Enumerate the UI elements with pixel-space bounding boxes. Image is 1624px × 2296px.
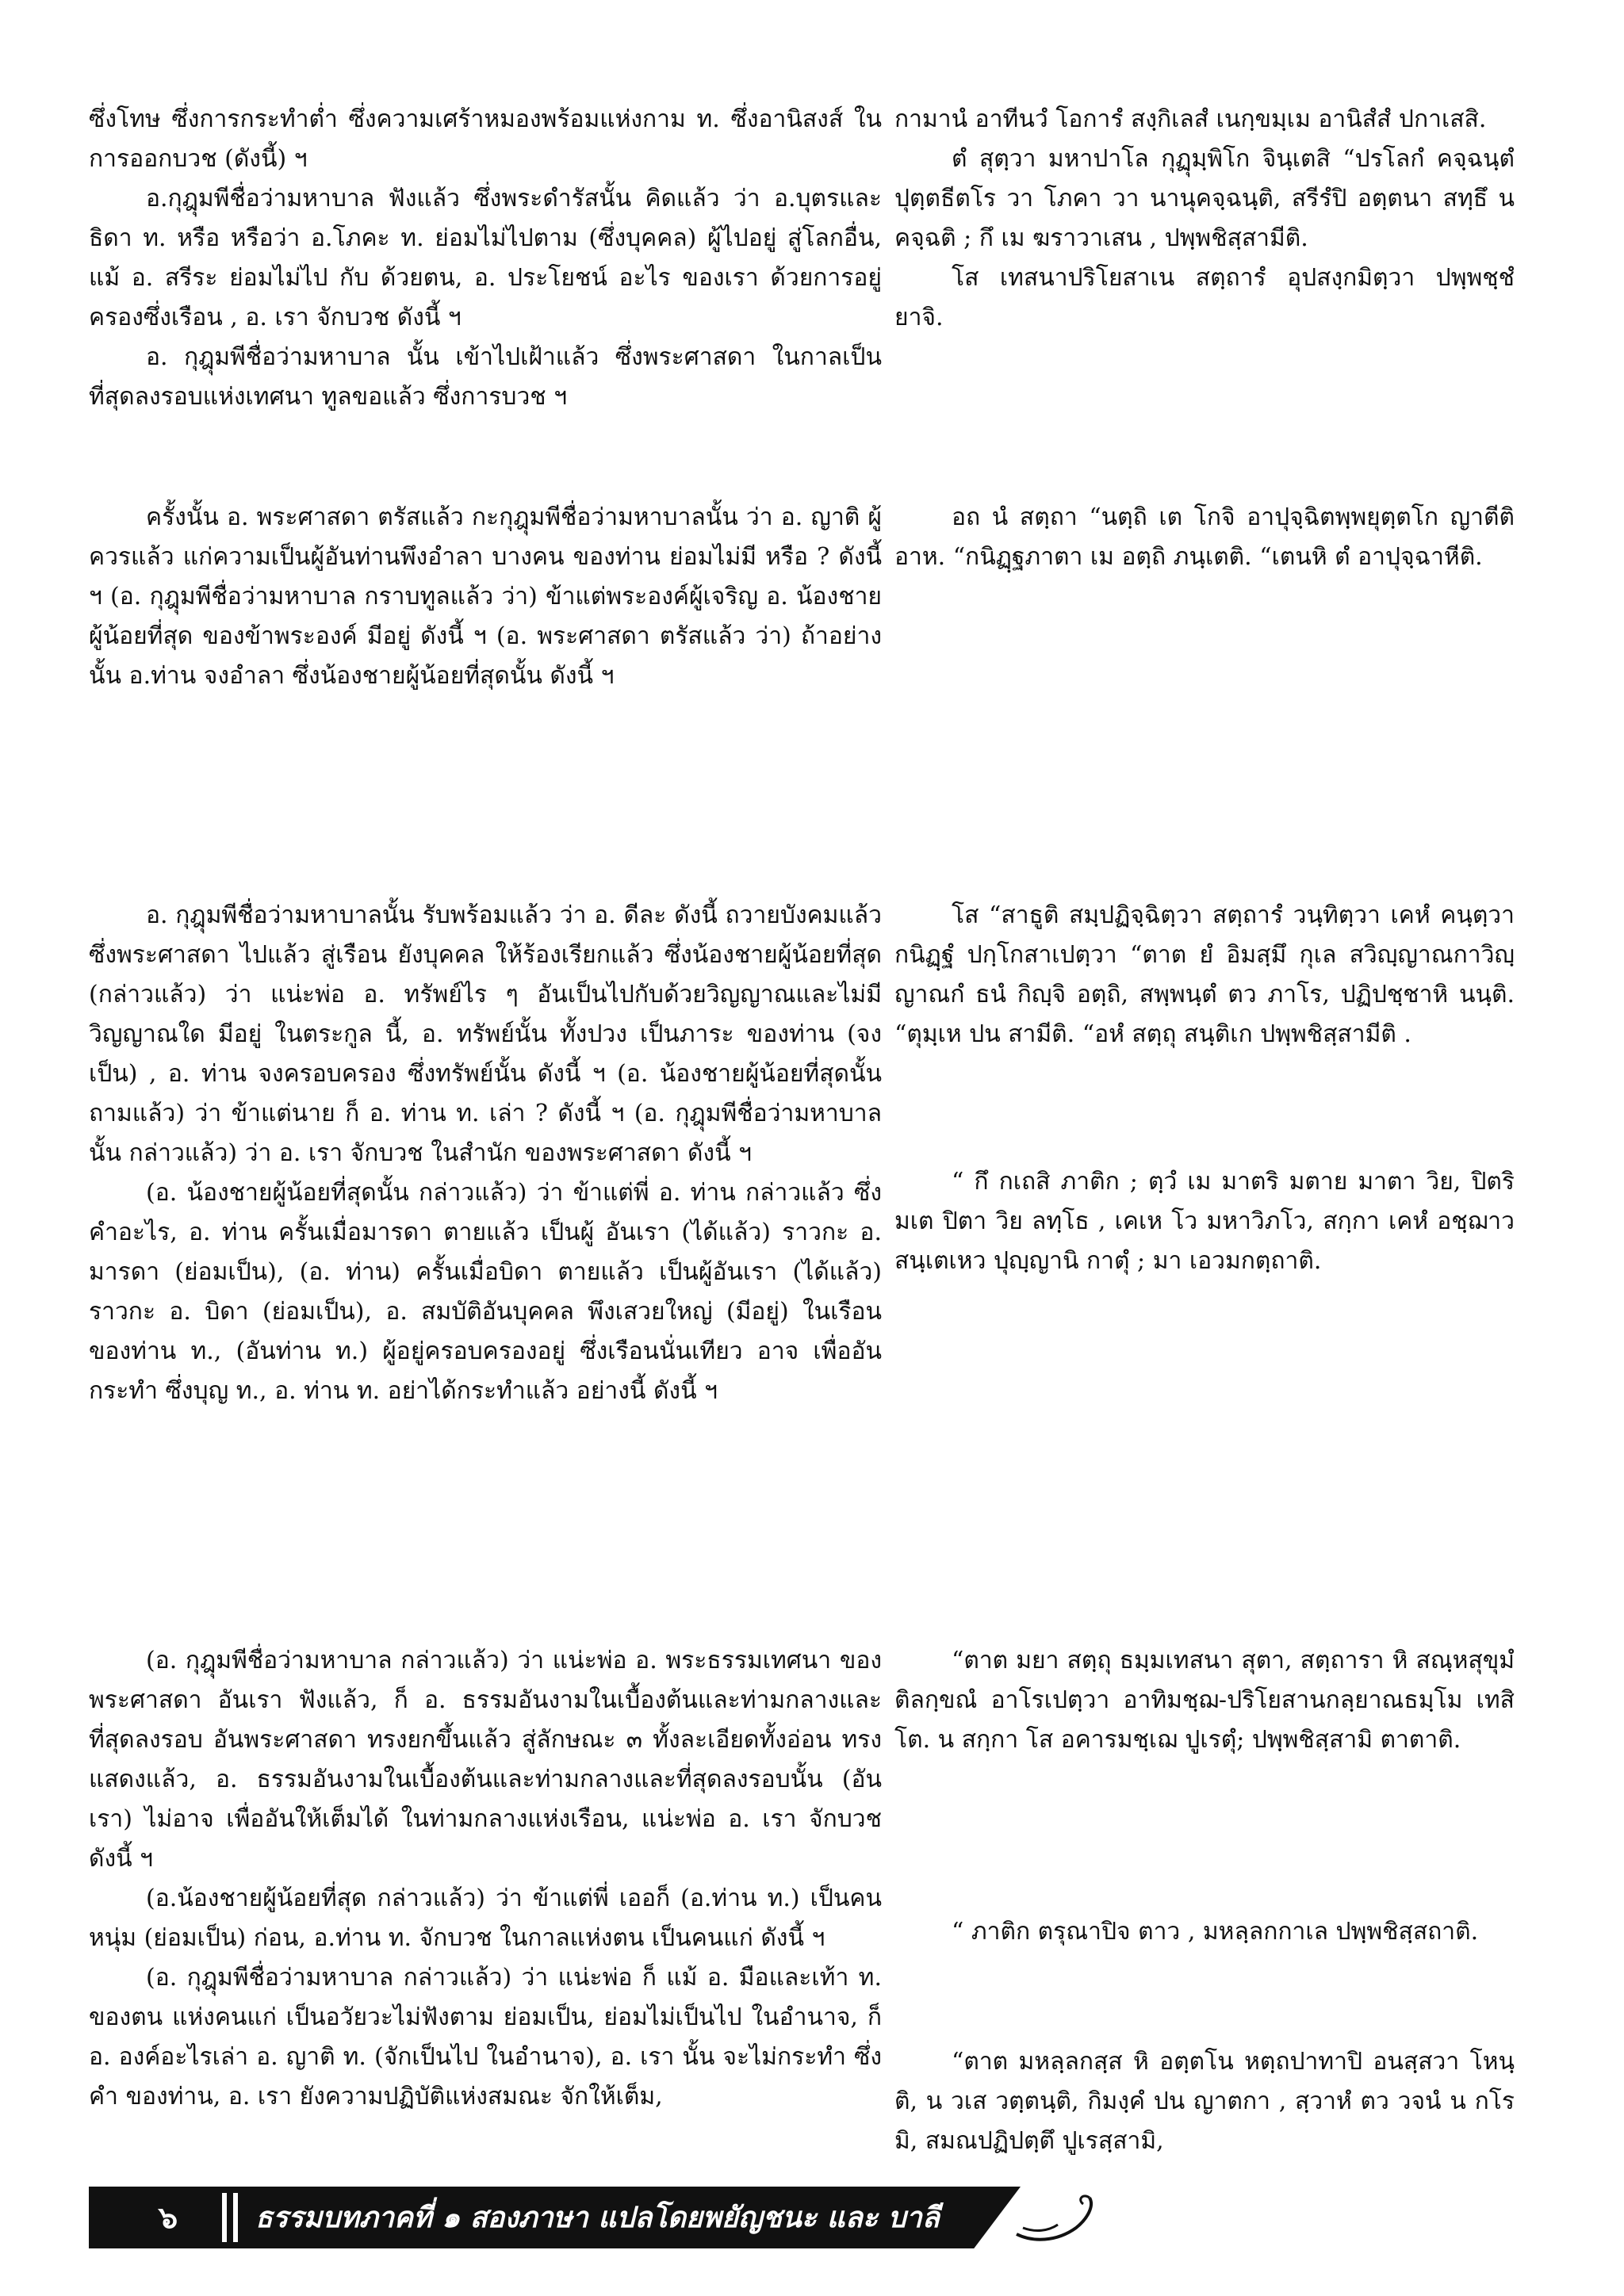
right-paragraph-3: โส เทสนาปริโยสาเน สตฺถารํ อุปสงฺกมิตฺวา ปพฺพชฺชํ ยาจิ. (894, 264, 1515, 331)
left-paragraph-3: อ. กุฎุมพีชื่อว่ามหาบาล นั้น เข้าไปเฝ้าแล้ว ซึ่งพระศาสดา ในกาลเป็นที่สุดลงรอบแห่งเทศนา ทูลขอแล้ว ซึ่งการบวช ฯ (89, 343, 882, 411)
left-block-2 (89, 498, 882, 696)
page-footer (89, 2187, 1532, 2248)
right-block-6 (894, 1912, 1515, 1952)
right-paragraph-6: “ กึ กเถสิ ภาติก ; ตฺวํ เม มาตริ มตาย มาตา วิย, ปิตริ มเต ปิตา วิย ลทฺโธ , เคเห โว มหาวิภโว, สกฺกา เคหํ อชฺฌาวสนฺเตเหว ปุญฺญานิ กาตุํ ; มา เอวมกตฺถาติ. (894, 1168, 1515, 1275)
left-paragraph-8: (อ.น้องชายผู้น้อยที่สุด กล่าวแล้ว) ว่า ข้าแต่พี่ เออก็ (อ.ท่าน ท.) เป็นคนหนุ่ม (ย่อมเป็น) ก่อน, อ.ท่าน ท. จักบวช ในกาลแห่งตน เป็นคนแก่ ดังนี้ ฯ (89, 1885, 882, 1952)
footer-book-title: ธรรมบทภาคที่ ๑ สองภาษา แปลโดยพยัญชนะ และ บาลี (255, 2201, 940, 2234)
left-paragraph-7: (อ. กุฎุมพีชื่อว่ามหาบาล กล่าวแล้ว) ว่า แน่ะพ่อ อ. พระธรรมเทศนา ของพระศาสดา อันเรา ฟังแล้ว, ก็ อ. ธรรมอันงามในเบื้องต้นและท่ามกลางและที่สุดลงรอบ อันพระศาสดา ทรงยกขึ้นแล้ว สู่ลักษณะ ๓ ทั้งละเอียดทั้งอ่อน ทรงแสดงแล้ว, อ. ธรรมอันงามในเบื้องต้นและท่ามกลางและที่สุดลงรอบนั้น (อันเรา) ไม่อาจ เพื่ออันให้เต็มได้ ในท่ามกลางแห่งเรือน, แน่ะพ่อ อ. เรา จักบวช ดังนี้ ฯ (89, 1647, 882, 1873)
right-paragraph-2: ตํ สุตฺวา มหาปาโล กุฏุมฺพิโก จินฺเตสิ “ปรโลกํ คจฺฉนฺตํ ปุตฺตธีตโร วา โภคา วา นานุคจฺฉนฺติ, สรีรํปิ อตฺตนา สทฺธึ น คจฺฉติ ; กึ เม ฆราวาเสน , ปพฺพชิสฺสามีติ. (894, 145, 1515, 252)
left-paragraph-1: ซึ่งโทษ ซึ่งการกระทำต่ำ ซึ่งความเศร้าหมองพร้อมแห่งกาม ท. ซึ่งอานิสงส์ ในการออกบวช (ดังนี้) ฯ (89, 105, 882, 173)
left-paragraph-6: (อ. น้องชายผู้น้อยที่สุดนั้น กล่าวแล้ว) ว่า ข้าแต่พี่ อ. ท่าน กล่าวแล้ว ซึ่งคำอะไร, อ. ท่าน ครั้นเมื่อมารดา ตายแล้ว เป็นผู้ อันเรา (ได้แล้ว) ราวกะ อ. มารดา (ย่อมเป็น), (อ. ท่าน) ครั้นเมื่อบิดา ตายแล้ว เป็นผู้อันเรา (ได้แล้ว) ราวกะ อ. บิดา (ย่อมเป็น), อ. สมบัติอันบุคคล พึงเสวยใหญ่ (มีอยู่) ในเรือน ของท่าน ท., (อันท่าน ท.) ผู้อยู่ครอบครองอยู่ ซึ่งเรือนนั่นเทียว อาจ เพื่ออันกระทำ ซึ่งบุญ ท., อ. ท่าน ท. อย่าได้กระทำแล้ว อย่างนี้ ดังนี้ ฯ (89, 1179, 882, 1405)
right-paragraph-5: โส “สาธูติ สมฺปฏิจฺฉิตฺวา สตฺถารํ วนฺทิตฺวา เคหํ คนฺตฺวา กนิฏฺฐํ ปกฺโกสาเปตฺวา “ตาต ยํ อิมสฺมึ กุเล สวิญฺญาณกาวิญฺญาณกํ ธนํ กิญฺจิ อตฺถิ, สพฺพนฺตํ ตว ภาโร, ปฏิปชฺชาหิ นนฺติ. “ตุมฺเห ปน สามีติ. “อหํ สตฺถุ สนฺติเก ปพฺพชิสฺสามีติ . (894, 901, 1515, 1048)
footer-divider (222, 2193, 227, 2242)
right-paragraph-1: กามานํ อาทีนวํ โอการํ สงฺกิเลสํ เนกฺขมฺเม อานิสํสํ ปกาเสสิ. (894, 105, 1487, 133)
left-block-1 (89, 100, 882, 417)
right-block-1 (894, 100, 1515, 338)
footer-divider (233, 2193, 238, 2242)
left-block-4 (89, 1641, 882, 2117)
left-block-3 (89, 896, 882, 1411)
right-block-2 (894, 498, 1515, 577)
left-paragraph-9: (อ. กุฎุมพีชื่อว่ามหาบาล กล่าวแล้ว) ว่า แน่ะพ่อ ก็ แม้ อ. มือและเท้า ท. ของตน แห่งคนแก่ เป็นอวัยวะไม่ฟังตาม ย่อมเป็น, ย่อมไม่เป็นไป ในอำนาจ, ก็ อ. องค์อะไรเล่า อ. ญาติ ท. (จักเป็นไป ในอำนาจ), อ. เรา นั้น จะไม่กระทำ ซึ่งคำ ของท่าน, อ. เรา ยังความปฏิบัติแห่งสมณะ จักให้เต็ม, (89, 1964, 882, 2110)
left-paragraph-4: ครั้งนั้น อ. พระศาสดา ตรัสแล้ว กะกุฎุมพีชื่อว่ามหาบาลนั้น ว่า อ. ญาติ ผู้ควรแล้ว แก่ความเป็นผู้อันท่านพึงอำลา บางคน ของท่าน ย่อมไม่มี หรือ ? ดังนี้ ฯ (อ. กุฎุมพีชื่อว่ามหาบาล กราบทูลแล้ว ว่า) ข้าแต่พระองค์ผู้เจริญ อ. น้องชายผู้น้อยที่สุด ของข้าพระองค์ มีอยู่ ดังนี้ ฯ (อ. พระศาสดา ตรัสแล้ว ว่า) ถ้าอย่างนั้น อ.ท่าน จงอำลา ซึ่งน้องชายผู้น้อยที่สุดนั้น ดังนี้ ฯ (89, 503, 882, 690)
right-paragraph-8: “ ภาติก ตรุณาปิจ ตาว , มหลฺลกกาเล ปพฺพชิสฺสถาติ. (952, 1918, 1479, 1946)
right-block-4 (894, 1162, 1515, 1281)
left-paragraph-5: อ. กุฎุมพีชื่อว่ามหาบาลนั้น รับพร้อมแล้ว ว่า อ. ดีละ ดังนี้ ถวายบังคมแล้ว ซึ่งพระศาสดา ไปแล้ว สู่เรือน ยังบุคคล ให้ร้องเรียกแล้ว ซึ่งน้องชายผู้น้อยที่สุด (กล่าวแล้ว) ว่า แน่ะพ่อ อ. ทรัพย์ไร ๆ อันเป็นไปกับด้วยวิญญาณและไม่มีวิญญาณใด มีอยู่ ในตระกูล นี้, อ. ทรัพย์นั้น ทั้งปวง เป็นภาระ ของท่าน (จงเป็น) , อ. ท่าน จงครอบครอง ซึ่งทรัพย์นั้น ดังนี้ ฯ (อ. น้องชายผู้น้อยที่สุดนั้น ถามแล้ว) ว่า ข้าแต่นาย ก็ อ. ท่าน ท. เล่า ? ดังนี้ ฯ (อ. กุฎุมพีชื่อว่ามหาบาลนั้น กล่าวแล้ว) ว่า อ. เรา จักบวช ในสำนัก ของพระศาสดา ดังนี้ ฯ (89, 901, 883, 1167)
right-paragraph-4: อถ นํ สตฺถา “นตฺถิ เต โกจิ อาปุจฺฉิตพฺพยุตฺตโก ญาตีติ อาห. “กนิฏฺฐภาตา เม อตฺถิ ภนฺเตติ. “เตนหิ ตํ อาปุจฺฉาหีติ. (894, 503, 1515, 571)
left-paragraph-2: อ.กุฎุมพีชื่อว่ามหาบาล ฟังแล้ว ซึ่งพระดำรัสนั้น คิดแล้ว ว่า อ.บุตรและธิดา ท. หรือ หรือว่า อ.โภคะ ท. ย่อมไม่ไปตาม (ซึ่งบุคคล) ผู้ไปอยู่ สู่โลกอื่น, แม้ อ. สรีระ ย่อมไม่ไป กับ ด้วยตน, อ. ประโยชน์ อะไร ของเรา ด้วยการอยู่ครองซึ่งเรือน , อ. เรา จักบวช ดังนี้ ฯ (89, 185, 882, 331)
right-block-3 (894, 896, 1515, 1054)
right-block-7 (894, 2042, 1515, 2161)
scroll-flourish-icon (1001, 2187, 1112, 2248)
page-number: ๖ (158, 2200, 178, 2235)
right-block-5 (894, 1641, 1515, 1760)
right-paragraph-7: “ตาต มยา สตฺถุ ธมฺมเทสนา สุตา, สตฺถารา หิ สณฺหสุขุมํ ติลกฺขณํ อาโรเปตฺวา อาทิมชฺฌ-ปริโยสานกลฺยาณธมฺโม เทสิโต. น สกฺกา โส อคารมชฺเฌ ปูเรตุํ; ปพฺพชิสฺสามิ ตาตาติ. (894, 1647, 1515, 1754)
right-paragraph-9: “ตาต มหลฺลกสฺส หิ อตฺตโน หตฺถปาทาปิ อนสฺสวา โหนฺติ, น วเส วตฺตนฺติ, กิมงฺคํ ปน ญาตกา , สฺวาหํ ตว วจนํ น กโรมิ, สมณปฏิปตฺตึ ปูเรสฺสามิ, (894, 2048, 1515, 2155)
